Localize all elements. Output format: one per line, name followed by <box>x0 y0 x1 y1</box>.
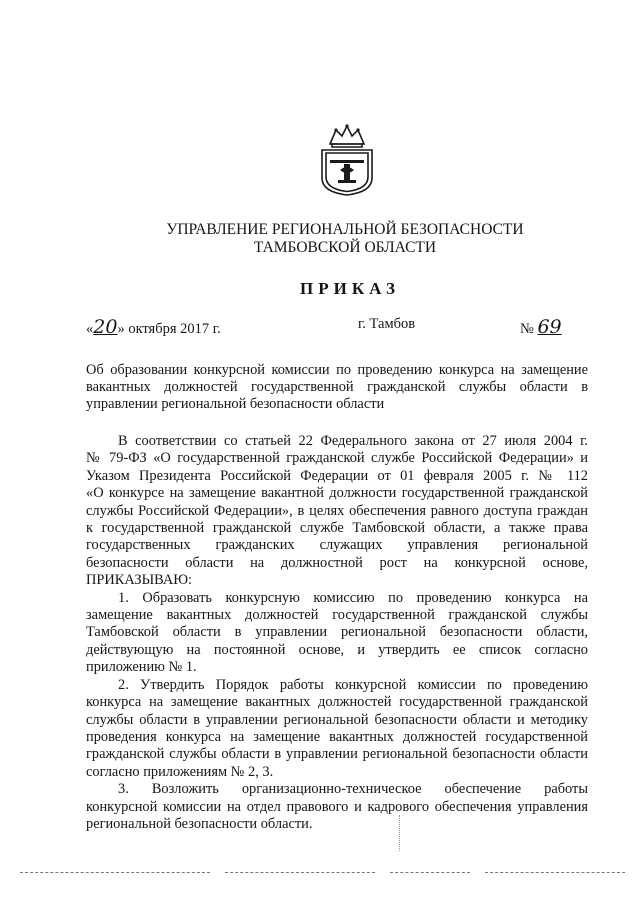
body-line: № 79-ФЗ «О государственной гражданской службе Российской Федерации» и <box>86 450 588 467</box>
footer-rule <box>390 872 470 873</box>
body-line: Указом Президента Российской Федерации от 01 февраля 2005 г. № 112 <box>86 467 588 484</box>
number-handwritten: 69 <box>537 316 562 338</box>
number-prefix: № <box>520 321 534 337</box>
body-line: гражданской службы области в управлении региональной безопасности области <box>86 746 588 763</box>
body-line: 2. Утвердить Порядок работы конкурсной комиссии по проведению <box>118 676 588 693</box>
body-line: приложению № 1. <box>86 659 197 676</box>
body-line: конкурсной комиссии на отдел правового и кадрового обеспечения управления <box>86 798 588 815</box>
body-line: согласно приложениям № 2, 3. <box>86 763 274 780</box>
footer-rule <box>20 872 210 873</box>
footer-rule <box>225 872 375 873</box>
body-line: службы Российской Федерации», в целях обеспечения равного доступа граждан <box>86 502 588 519</box>
body-line: региональной безопасности области. <box>86 815 313 832</box>
body-line: «О конкурсе на замещение вакантной должности государственной гражданской <box>86 485 588 502</box>
footer-rule <box>485 872 625 873</box>
body-line: проведения конкурса на замещение вакантных должностей государственной <box>86 728 588 745</box>
date-day-handwritten: 20 <box>93 316 118 338</box>
body-line: конкурса на замещение вакантных должностей государственной гражданской <box>86 694 588 711</box>
header-line-2: ТАМБОВСКОЙ ОБЛАСТИ <box>253 239 437 256</box>
subject-line: управлении региональной безопасности области <box>86 396 385 412</box>
date-open-quote: « <box>86 321 94 337</box>
document-title: ПРИКАЗ <box>300 279 400 298</box>
body-line: государственных гражданских служащих управления региональной <box>86 537 588 554</box>
document-date <box>86 316 221 338</box>
body-line: Тамбовской области в управлении региональной безопасности области, <box>86 624 588 641</box>
document-number <box>520 316 562 338</box>
body-line: 3. Возложить организационно-техническое обеспечение работы <box>118 781 588 798</box>
order-body <box>86 433 588 833</box>
subject-line: Об образовании конкурсной комиссии по проведению конкурса на замещение <box>86 362 588 378</box>
scan-artifact-mark <box>399 815 400 851</box>
header-line-1: УПРАВЛЕНИЕ РЕГИОНАЛЬНОЙ БЕЗОПАСНОСТИ <box>166 221 524 238</box>
coat-of-arms-emblem <box>316 120 378 196</box>
date-rest: » октября 2017 г. <box>117 321 221 337</box>
document-place: г. Тамбов <box>358 316 416 332</box>
body-line-order-word: ПРИКАЗЫВАЮ: <box>86 572 193 589</box>
subject-line: вакантных должностей государственной гражданской службы области в <box>86 379 588 395</box>
body-line: действующую на постоянной основе, и утвердить ее список согласно <box>86 641 588 658</box>
order-subject <box>86 362 588 413</box>
body-line: к государственной гражданской службе Тамбовской области, а также права <box>86 520 588 537</box>
body-line: замещение вакантных должностей государственной гражданской службы <box>86 607 588 624</box>
body-line: В соответствии со статьей 22 Федерального закона от 27 июля 2004 г. <box>118 433 588 449</box>
body-line: службы области в управлении региональной безопасности области и методику <box>86 711 588 728</box>
body-line: безопасности области на должностной рост на конкурсной основе, <box>86 554 588 571</box>
body-line: 1. Образовать конкурсную комиссию по проведению конкурса на <box>118 589 588 606</box>
